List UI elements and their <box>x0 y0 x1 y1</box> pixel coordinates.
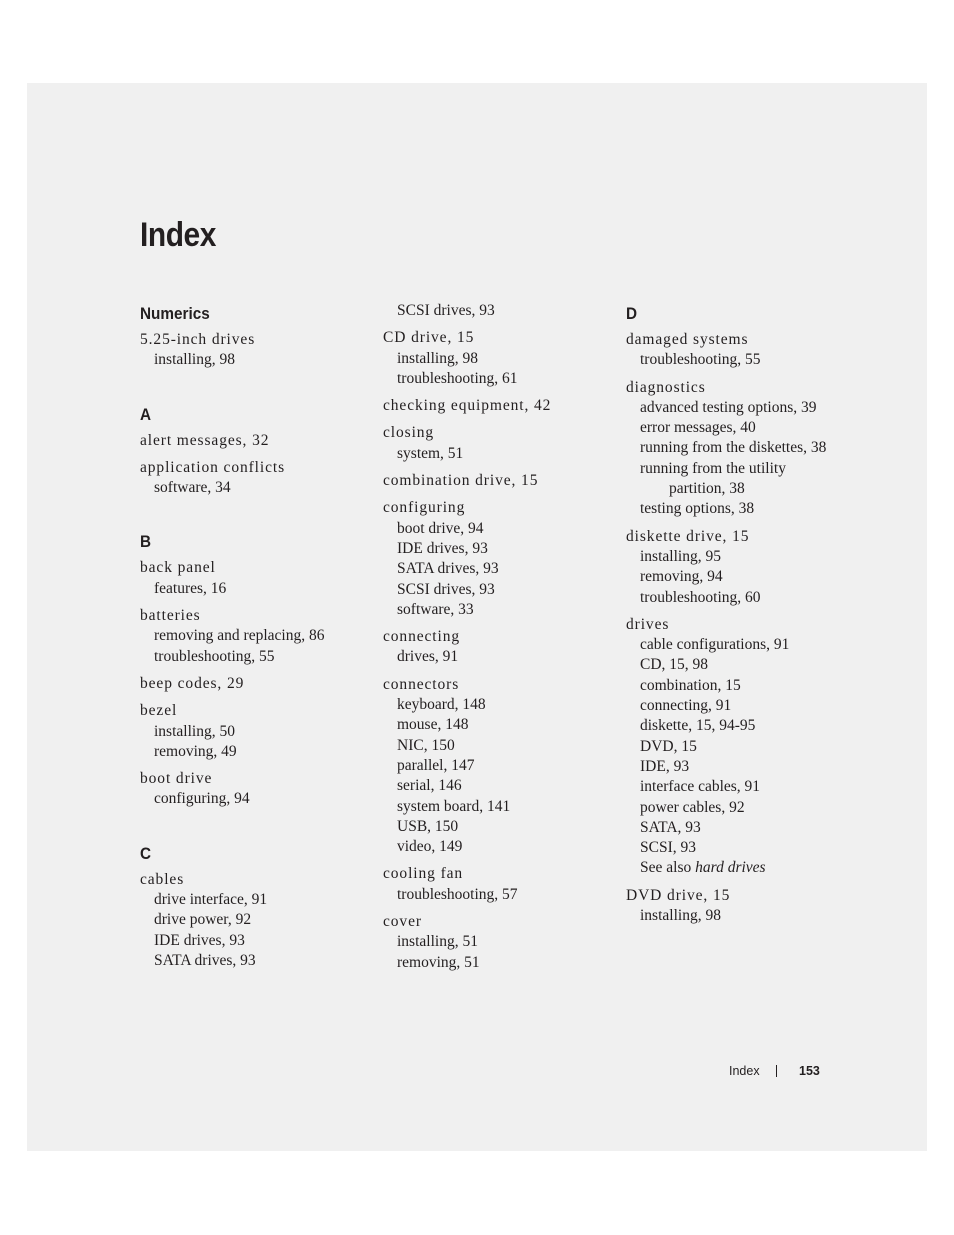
index-entry <box>383 423 618 464</box>
footer-section-label: Index <box>729 1064 760 1078</box>
index-subentry: system board, 141 <box>397 797 511 815</box>
index-entry <box>140 606 375 667</box>
index-subentry: SATA drives, 93 <box>154 951 256 969</box>
index-entry <box>626 527 866 608</box>
index-subentry: NIC, 150 <box>397 736 455 754</box>
index-term: back panel <box>140 559 216 577</box>
index-subentry: keyboard, 148 <box>397 696 486 714</box>
index-subentry: running from the utility <box>640 459 786 477</box>
index-subentry: connecting, 91 <box>640 697 732 715</box>
index-entry <box>383 864 618 905</box>
index-entry <box>383 912 618 973</box>
index-subentry: error messages, 40 <box>640 419 756 437</box>
see-also-reference <box>626 858 866 878</box>
index-entry <box>140 701 375 762</box>
index-subentry: SCSI drives, 93 <box>397 580 495 598</box>
index-entry <box>140 558 375 599</box>
index-entry <box>140 674 375 694</box>
footer-page-number: 153 <box>799 1064 820 1078</box>
index-subentry: cable configurations, 91 <box>640 636 790 654</box>
index-entry <box>626 615 866 879</box>
index-term: beep codes, 29 <box>140 674 245 692</box>
index-entry <box>383 396 618 416</box>
index-entry <box>140 870 375 971</box>
section-heading-b: B <box>140 532 152 552</box>
index-subentry: features, 16 <box>154 579 227 597</box>
index-subentry: SCSI, 93 <box>640 839 696 857</box>
index-subentry: system, 51 <box>397 444 464 462</box>
index-subentry: troubleshooting, 60 <box>640 588 761 606</box>
index-column-3 <box>626 301 866 933</box>
index-entry <box>383 498 618 620</box>
index-entry <box>140 431 375 451</box>
index-term: diagnostics <box>626 378 706 396</box>
index-subentry: installing, 51 <box>397 933 478 951</box>
index-term: bezel <box>140 702 178 720</box>
index-subentry: IDE, 93 <box>640 757 690 775</box>
index-term: cover <box>383 913 422 931</box>
index-subentry: boot drive, 94 <box>397 519 484 537</box>
index-term: connecting <box>383 628 461 646</box>
index-subentry: advanced testing options, 39 <box>640 398 817 416</box>
index-subentry: drives, 91 <box>397 648 459 666</box>
index-subentry: troubleshooting, 57 <box>397 885 518 903</box>
index-entry <box>383 675 618 858</box>
index-term: configuring <box>383 499 466 517</box>
footer-divider <box>776 1065 777 1077</box>
index-entry <box>140 458 375 499</box>
index-subentry: removing, 51 <box>397 953 480 971</box>
index-subentry: troubleshooting, 55 <box>154 647 275 665</box>
index-subentry: removing, 49 <box>154 742 237 760</box>
index-subentry: parallel, 147 <box>397 756 475 774</box>
index-subentry: IDE drives, 93 <box>397 539 488 557</box>
index-subentry: mouse, 148 <box>397 716 469 734</box>
index-entry <box>140 769 375 810</box>
index-column-2 <box>383 301 618 980</box>
index-entry <box>626 886 866 927</box>
index-entry <box>383 471 618 491</box>
index-subentry: SATA, 93 <box>640 818 701 836</box>
index-subentry: combination, 15 <box>640 676 741 694</box>
index-subentry: configuring, 94 <box>154 790 250 808</box>
index-subentry: troubleshooting, 61 <box>397 369 518 387</box>
index-subentry: installing, 98 <box>154 351 235 369</box>
index-column-1 <box>140 301 375 978</box>
index-entry <box>626 378 866 520</box>
index-subentry: video, 149 <box>397 838 463 856</box>
section-heading-c: C <box>140 843 152 863</box>
index-term: application conflicts <box>140 458 286 476</box>
index-term: CD drive, 15 <box>383 329 475 347</box>
index-term: closing <box>383 424 435 442</box>
index-subentry: software, 33 <box>397 600 474 618</box>
index-subentry: installing, 50 <box>154 722 235 740</box>
index-subentry: interface cables, 91 <box>640 778 761 796</box>
index-subentry: serial, 146 <box>397 777 462 795</box>
index-term: batteries <box>140 607 201 625</box>
index-subentry: USB, 150 <box>397 817 459 835</box>
see-also-prefix: See also <box>640 859 692 877</box>
index-subentry: SATA drives, 93 <box>397 560 499 578</box>
index-term: drives <box>626 615 670 633</box>
index-entry <box>383 328 618 389</box>
index-subentry: running from the diskettes, 38 <box>640 439 827 457</box>
index-subentry: power cables, 92 <box>640 798 745 816</box>
index-subentry: drive interface, 91 <box>154 891 268 909</box>
index-term: damaged systems <box>626 331 749 348</box>
section-heading-a: A <box>140 404 152 424</box>
index-subentry: software, 34 <box>154 479 231 497</box>
page-title: Index <box>140 216 216 254</box>
section-heading-numerics: Numerics <box>140 304 210 323</box>
index-subentry: IDE drives, 93 <box>154 931 245 949</box>
see-also-target: hard drives <box>695 859 766 877</box>
index-subentry: testing options, 38 <box>640 500 755 518</box>
index-subentry: installing, 98 <box>397 349 478 367</box>
index-subentry: installing, 95 <box>640 547 721 565</box>
index-term: 5.25-inch drives <box>140 331 256 348</box>
index-subentry: troubleshooting, 55 <box>640 351 761 369</box>
index-subentry: CD, 15, 98 <box>640 656 709 674</box>
index-entry <box>626 330 866 371</box>
index-term: boot drive <box>140 770 213 788</box>
index-subentry-wrap: partition, 38 <box>669 480 745 498</box>
index-term: diskette drive, 15 <box>626 527 750 545</box>
index-term: connectors <box>383 675 460 693</box>
index-subentry: installing, 98 <box>640 907 721 925</box>
index-term: alert messages, 32 <box>140 431 270 449</box>
index-subentry: removing, 94 <box>640 568 723 586</box>
index-subentry-continuation: SCSI drives, 93 <box>397 302 495 319</box>
index-term: DVD drive, 15 <box>626 886 731 904</box>
index-subentry: drive power, 92 <box>154 911 252 929</box>
section-heading-d: D <box>626 304 638 323</box>
index-subentry: diskette, 15, 94-95 <box>640 717 756 735</box>
index-subentry: DVD, 15 <box>640 737 697 755</box>
index-entry <box>140 330 375 371</box>
index-term: cooling fan <box>383 865 464 883</box>
index-subentry: removing and replacing, 86 <box>154 627 325 645</box>
index-entry <box>383 627 618 668</box>
index-term: combination drive, 15 <box>383 472 539 490</box>
index-term: checking equipment, 42 <box>383 397 552 415</box>
index-term: cables <box>140 870 185 888</box>
